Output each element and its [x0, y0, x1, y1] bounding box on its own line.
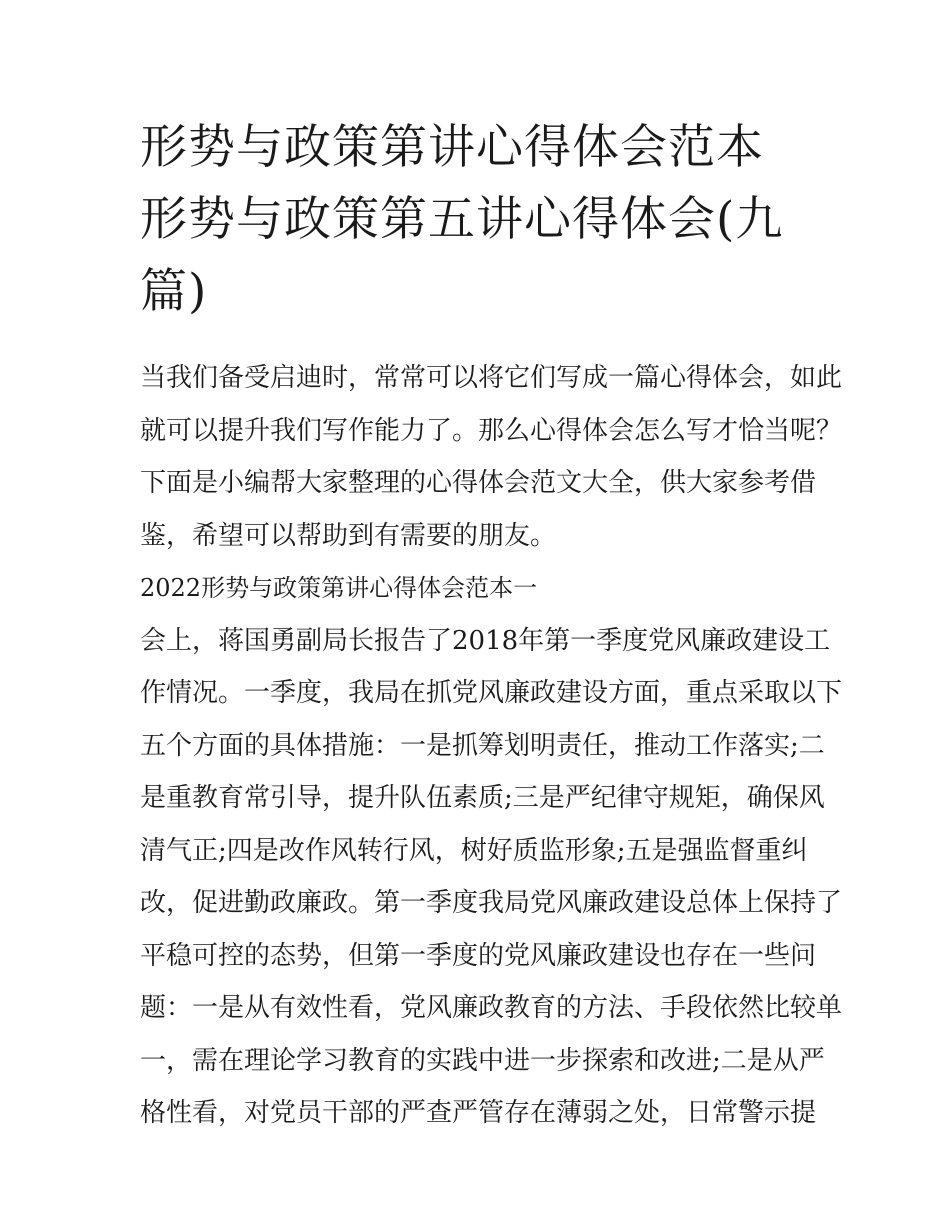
section-line: 格性看，对党员干部的严查严管存在薄弱之处，日常警示提 [140, 1098, 817, 1128]
section-line: 清气正;四是改作风转行风，树好质监形象;五是强监督重纠 [140, 835, 808, 866]
intro-line: 就可以提升我们写作能力了。那么心得体会怎么写才恰当呢？ [140, 415, 843, 446]
section-heading: 2022形势与政策第讲心得体会范本一 [140, 574, 538, 602]
document-title [140, 112, 830, 328]
title-line: 形势与政策第五讲心得体会(九 [140, 192, 784, 247]
intro-line: 鉴，希望可以帮助到有需要的朋友。 [140, 520, 557, 551]
section-line: 题：一是从有效性看，党风廉政教育的方法、手段依然比较单 [140, 993, 843, 1023]
section-line: 一，需在理论学习教育的实践中进一步探索和改进;二是从严 [140, 1045, 825, 1076]
intro-line: 当我们备受启迪时，常常可以将它们写成一篇心得体会，如此 [140, 363, 843, 393]
intro-line: 下面是小编帮大家整理的心得体会范文大全，供大家参考借 [140, 468, 817, 498]
section-line: 改，促进勤政廉政。第一季度我局党风廉政建设总体上保持了 [140, 888, 843, 918]
document-body [140, 352, 843, 1140]
section-line: 平稳可控的态势，但第一季度的党风廉政建设也存在一些问 [140, 940, 817, 971]
section-line: 作情况。一季度，我局在抓党风廉政建设方面，重点采取以下 [140, 678, 843, 708]
title-line: 篇) [140, 264, 208, 319]
section-line: 是重教育常引导，提升队伍素质;三是严纪律守规矩，确保风 [140, 783, 825, 813]
section-line: 五个方面的具体措施：一是抓筹划明责任，推动工作落实;二 [140, 730, 825, 761]
title-line: 形势与政策第讲心得体会范本 [140, 120, 764, 175]
section-line: 会上，蒋国勇副局长报告了2018年第一季度党风廉政建设工 [140, 625, 831, 656]
